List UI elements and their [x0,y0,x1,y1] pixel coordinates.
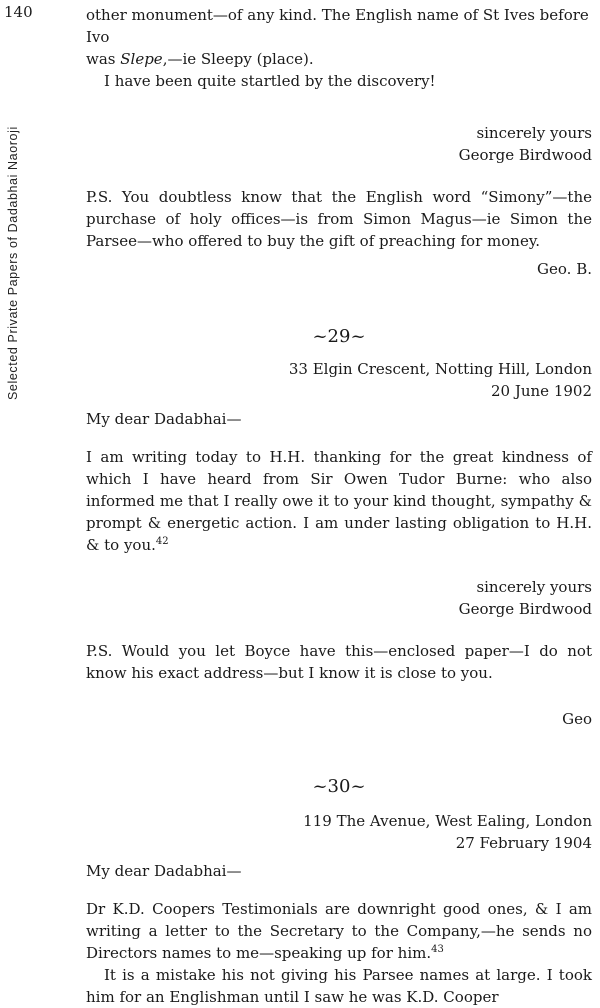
letter-29-salutation: My dear Dadabhai— [86,410,242,428]
footnote-marker-42: 42 [155,536,169,547]
intro-signature: George Birdwood [458,146,592,164]
intro-postscript: P.S. You doubtless know that the English word “Simony”—the purchase of holy offices—is from Simon Magus—ie Simon the Parsee—who offered to buy the gift of preaching for money. [86,188,592,250]
letter-29-body-text: I am writing today to H.H. thanking for the great kindness of which I have heard from Sir Owen Tudor Burne: who also informed me that I really owe it to your kind thought, sympathy & prompt & energetic action. I am under lasting obligation to H.H. & to you. [86,448,592,554]
intro-closing: sincerely yours [476,124,592,142]
intro-line-1: other monument—of any kind. The English name of St Ives before Ivo [86,6,589,46]
letter-29-ps-signature: Geo [562,710,592,728]
letter-29-address: 33 Elgin Crescent, Notting Hill, London [288,360,592,378]
letter-30-address: 119 The Avenue, West Ealing, London [303,812,592,830]
letter-29-date: 20 June 1902 [490,382,592,400]
letter-29-closing: sincerely yours [476,578,592,596]
letter-30-salutation: My dear Dadabhai— [86,862,242,880]
intro-line-2-pre: was [86,50,121,68]
page-body [86,4,592,1008]
intro-paragraph: I have been quite startled by the discovery! [104,72,436,90]
footnote-marker-43: 43 [431,944,444,955]
letter-29-postscript: P.S. Would you let Boyce have this—enclosed paper—I do not know his exact address—but I know it is close to you. [86,642,592,682]
running-title: Selected Private Papers of Dadabhai Naoroji [6,126,20,400]
intro-ps-signature: Geo. B. [537,260,592,278]
letter-30-body-2: It is a mistake his not giving his Parsee names at large. I took him for an Englishman until I saw he was K.D. Cooper [86,966,592,1006]
letter-29-body [86,446,592,556]
intro-italic-word: Slepe [120,50,163,68]
letter-30-date: 27 February 1904 [455,834,592,852]
letter-29-signature: George Birdwood [458,600,592,618]
page-number: 140 [4,3,33,21]
letter-30-body [86,898,592,964]
intro-line-2 [86,48,592,70]
intro-line-2-post: ,—ie Sleepy (place). [162,50,314,68]
letter-29-number: ~29~ [312,326,366,347]
letter-30-body-text: Dr K.D. Coopers Testimonials are downright good ones, & I am writing a letter to the Secretary to the Company,—he sends no Directors names to me—speaking up for him. [86,900,592,962]
letter-30-number: ~30~ [312,776,366,797]
